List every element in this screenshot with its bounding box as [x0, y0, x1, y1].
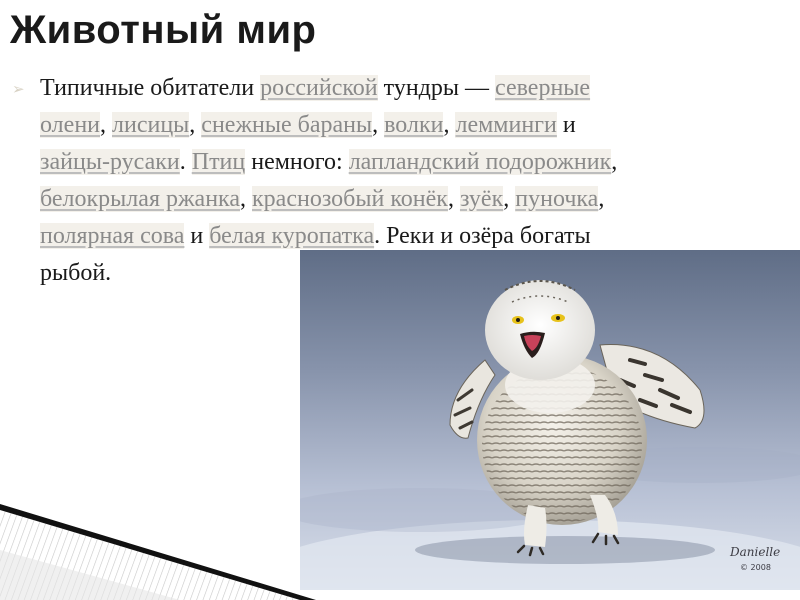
hyperlink[interactable]: лапландский подорожник — [348, 149, 612, 175]
hyperlink[interactable]: Птиц — [191, 149, 246, 175]
paragraph-line — [40, 144, 788, 181]
hyperlink[interactable]: российской — [260, 75, 378, 101]
paragraph-text: и — [184, 223, 210, 249]
paragraph-text: , — [372, 112, 385, 138]
hollow-arrow-bullet-icon: ➢ — [12, 80, 25, 98]
paragraph-text: немного: — [245, 149, 349, 175]
paragraph-text: и — [556, 112, 576, 138]
paragraph-line — [40, 181, 788, 218]
svg-text:© 2008: © 2008 — [740, 563, 771, 572]
hyperlink[interactable]: белокрылая ржанка — [40, 186, 241, 212]
hyperlink[interactable]: полярная сова — [40, 223, 185, 249]
hyperlink[interactable]: олени — [40, 112, 100, 138]
paragraph-text: Типичные обитатели — [40, 75, 261, 101]
hyperlink[interactable]: лисицы — [112, 112, 190, 138]
paragraph-text: . — [179, 149, 192, 175]
hyperlink[interactable]: северные — [495, 75, 591, 101]
paragraph-line — [40, 107, 788, 144]
snowy-owl-photo — [300, 250, 800, 590]
paragraph-text: , — [447, 186, 460, 212]
hyperlink[interactable]: зуёк — [459, 186, 504, 212]
hyperlink[interactable]: волки — [384, 112, 444, 138]
hyperlink[interactable]: пуночка — [515, 186, 599, 212]
hyperlink[interactable]: зайцы-русаки — [40, 149, 180, 175]
paragraph-text: . Реки и озёра богаты — [374, 223, 591, 249]
hyperlink[interactable]: лемминги — [455, 112, 557, 138]
paragraph-text: тундры — — [377, 75, 496, 101]
paragraph-text: , — [503, 186, 516, 212]
paragraph-text: , — [100, 112, 112, 138]
paragraph-text: , — [598, 186, 605, 212]
hyperlink[interactable]: снежные бараны — [201, 112, 373, 138]
paragraph-text: рыбой. — [40, 260, 112, 286]
paragraph-line — [40, 70, 788, 107]
svg-text:Danielle: Danielle — [730, 545, 781, 559]
paragraph-text: , — [189, 112, 202, 138]
hyperlink[interactable]: краснозобый конёк — [252, 186, 448, 212]
paragraph-text: , — [240, 186, 253, 212]
slide-title: Животный мир — [10, 8, 317, 52]
hyperlink[interactable]: белая куропатка — [209, 223, 375, 249]
paragraph-text: , — [443, 112, 456, 138]
paragraph-text: , — [611, 149, 618, 175]
corner-stripes-decoration — [0, 490, 320, 600]
